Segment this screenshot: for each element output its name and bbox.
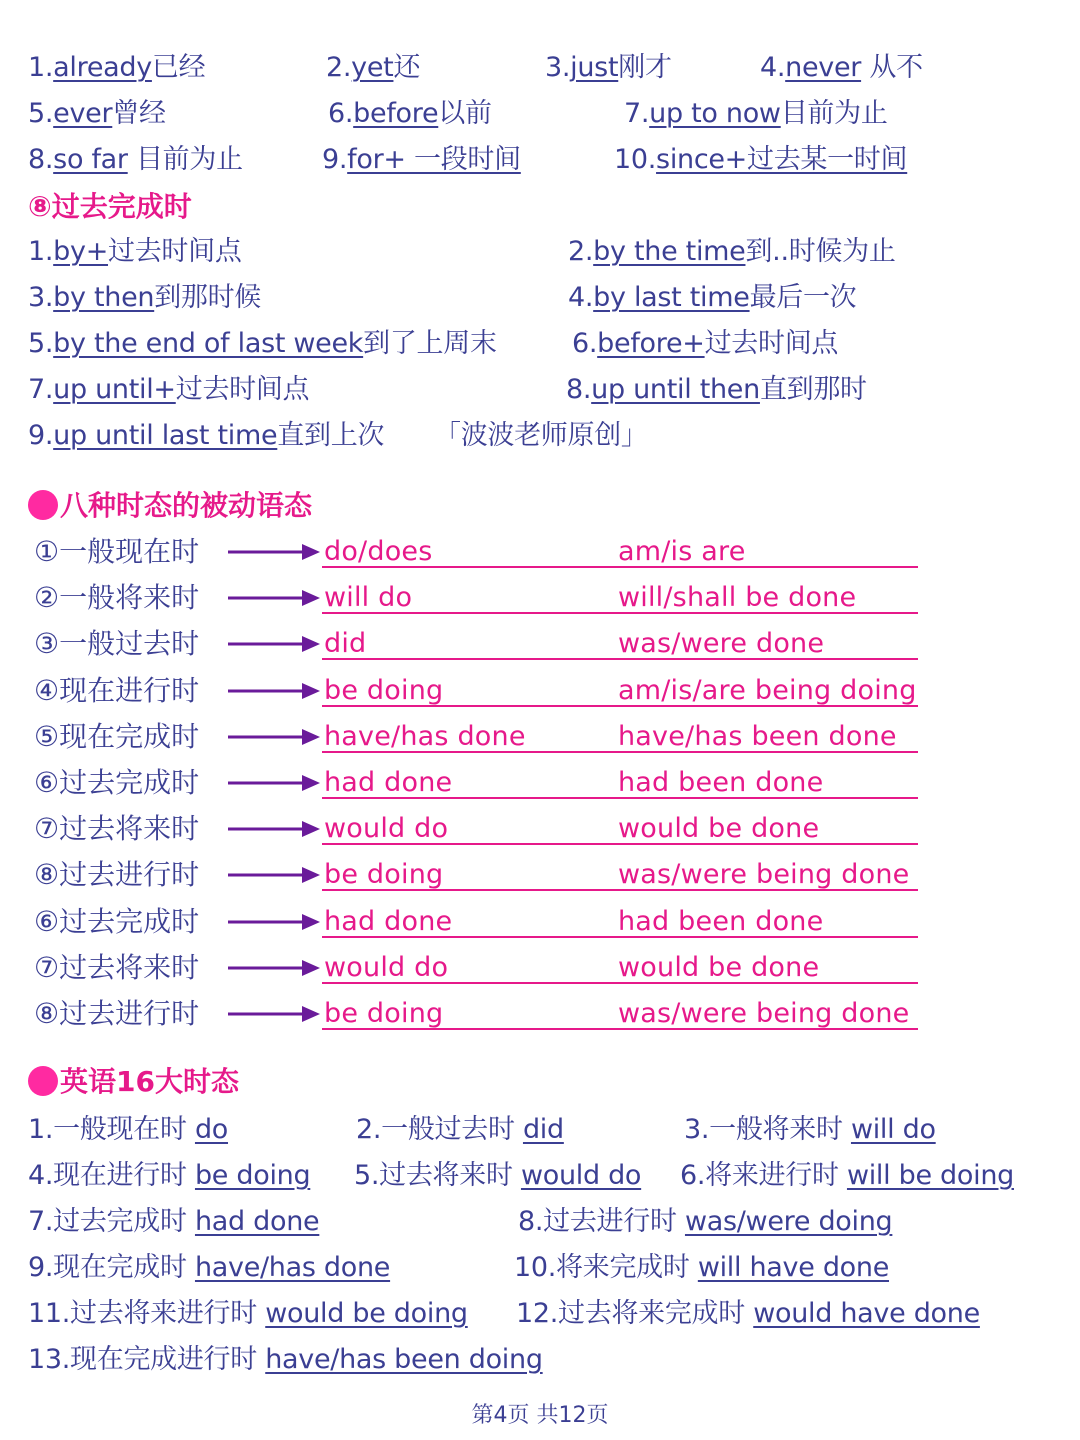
passive-form: was/were being done	[618, 859, 910, 891]
tense-form: have/has been doing	[265, 1344, 543, 1375]
tense-label: ⑥过去完成时	[34, 904, 200, 938]
tense-name: 1.一般现在时	[28, 1114, 195, 1145]
tense-row	[0, 1110, 1080, 1150]
tense-name: 9.现在完成时	[28, 1252, 195, 1283]
passive-row	[0, 532, 1080, 572]
active-form: be doing	[324, 998, 444, 1029]
word-item	[760, 48, 923, 88]
item-number: 5.	[28, 328, 54, 359]
item-number: 4.	[568, 282, 594, 313]
tense-item	[28, 1202, 319, 1242]
item-meaning: 直到上次	[277, 420, 385, 451]
word-item	[545, 48, 672, 88]
tense-name: 4.现在进行时	[28, 1160, 195, 1191]
tenses16-heading-text: 英语16大时态	[60, 1065, 239, 1098]
item-number: 7.	[28, 374, 54, 405]
tense-form: will be doing	[846, 1160, 1014, 1191]
item-meaning: 直到那时	[759, 374, 867, 405]
active-form: do/does	[324, 536, 433, 567]
tense-row	[0, 1156, 1080, 1196]
item-number: 5.	[28, 98, 54, 129]
arrow-right-icon	[228, 774, 320, 792]
tense-form: would have done	[753, 1298, 980, 1329]
item-term: so far	[53, 144, 128, 175]
item-number: 1.	[28, 52, 54, 83]
active-form: did	[324, 628, 367, 660]
word-row	[0, 48, 1080, 88]
item-term: before+	[597, 328, 705, 359]
arrow-right-icon	[228, 728, 320, 746]
word-item	[28, 94, 166, 134]
item-number: 8.	[28, 144, 54, 175]
item-meaning: 以前	[438, 98, 492, 129]
item-term: up to now	[649, 98, 781, 129]
tense-row	[0, 1248, 1080, 1288]
passive-form: was/were being done	[618, 998, 910, 1029]
tense-label: ⑦过去将来时	[34, 950, 200, 984]
item-term: up until then	[591, 374, 760, 405]
tense-item	[518, 1202, 892, 1242]
tense-name: 12.过去将来完成时	[516, 1298, 754, 1329]
tense-label: ⑦过去将来时	[34, 812, 200, 846]
pp-row	[0, 278, 1080, 318]
pp-item	[28, 324, 497, 364]
item-meaning: 曾经	[112, 98, 166, 129]
item-meaning: 已经	[151, 52, 206, 83]
tense-form: have/has done	[194, 1252, 391, 1283]
item-meaning: 目前为止	[127, 144, 243, 175]
pp-row	[0, 370, 1080, 410]
word-item	[328, 94, 492, 134]
active-form: will do	[324, 582, 413, 614]
tense-row	[0, 1340, 1080, 1380]
item-meaning: 到..时候为止	[745, 236, 896, 267]
tense-form: had done	[194, 1206, 320, 1237]
tense-item	[356, 1110, 564, 1150]
passive-row	[0, 717, 1080, 757]
tense-label: ②一般将来时	[34, 581, 200, 615]
active-form: had done	[324, 767, 453, 798]
tense-label: ③一般过去时	[34, 627, 200, 661]
item-meaning: 过去时间点	[704, 328, 839, 359]
passive-form: am/is are	[618, 536, 746, 567]
pp-item	[568, 278, 856, 318]
passive-heading	[28, 486, 312, 526]
item-meaning: 过去时间点	[175, 374, 310, 405]
arrow-right-icon	[228, 1005, 320, 1023]
tense-label: ①一般现在时	[34, 535, 200, 568]
passive-row	[0, 578, 1080, 618]
word-item	[614, 140, 907, 180]
item-term: before	[353, 98, 439, 129]
arrow-right-icon	[228, 913, 320, 931]
tense-label: ⑧过去进行时	[34, 997, 200, 1030]
item-number: 1.	[28, 236, 54, 267]
passive-row	[0, 624, 1080, 664]
item-number: 7.	[624, 98, 650, 129]
tense-form: would do	[520, 1160, 642, 1191]
passive-row	[0, 763, 1080, 803]
item-number: 6.	[328, 98, 354, 129]
tense-form: be doing	[194, 1160, 311, 1191]
tense-form: will have done	[697, 1252, 890, 1283]
arrow-right-icon	[228, 543, 320, 561]
tense-label: ④现在进行时	[34, 673, 200, 707]
pp-item	[28, 370, 309, 410]
active-form: be doing	[324, 674, 444, 706]
item-term: by+	[53, 236, 109, 267]
item-number: 3.	[545, 52, 571, 83]
item-term: since+过去某一时间	[656, 144, 908, 175]
tense-row	[0, 1202, 1080, 1242]
bullet-dot-icon	[28, 1066, 58, 1096]
pp-item	[566, 370, 867, 410]
past-perfect-heading: ⑧过去完成时	[28, 190, 192, 223]
item-term: by the end of last week	[53, 328, 364, 359]
item-term: yet	[351, 52, 394, 83]
tense-name: 8.过去进行时	[518, 1206, 685, 1237]
arrow-right-icon	[228, 866, 320, 884]
item-number: 6.	[572, 328, 598, 359]
item-number: 10.	[614, 144, 657, 175]
passive-row	[0, 994, 1080, 1034]
pp-row	[0, 232, 1080, 272]
passive-form: was/were done	[618, 628, 825, 660]
item-term: by last time	[593, 282, 750, 313]
arrow-right-icon	[228, 820, 320, 838]
tense-form: did	[522, 1114, 564, 1145]
tense-form: will do	[850, 1114, 936, 1145]
tense-name: 7.过去完成时	[28, 1206, 195, 1237]
tense-name: 6.将来进行时	[680, 1160, 847, 1191]
item-number: 8.	[566, 374, 592, 405]
tense-form: do	[194, 1114, 229, 1145]
item-term: already	[53, 52, 152, 83]
active-form: had done	[324, 905, 453, 937]
tense-name: 3.一般将来时	[684, 1114, 851, 1145]
tense-item	[28, 1294, 468, 1334]
passive-form: am/is/are being doing	[618, 674, 917, 706]
word-item	[326, 48, 420, 88]
item-meaning: 过去时间点	[108, 236, 242, 267]
tense-label: ⑤现在完成时	[34, 719, 200, 753]
item-meaning: 最后一次	[749, 282, 857, 313]
active-form: have/has done	[324, 720, 526, 752]
tense-item	[680, 1156, 1014, 1196]
item-meaning: 刚才	[618, 52, 672, 83]
tense-row	[0, 1294, 1080, 1334]
tense-name: 5.过去将来时	[354, 1160, 521, 1191]
item-number: 2.	[326, 52, 352, 83]
item-number: 4.	[760, 52, 786, 83]
item-meaning: 到了上周末	[363, 328, 497, 359]
passive-row	[0, 809, 1080, 849]
passive-row	[0, 902, 1080, 942]
word-item	[28, 48, 205, 88]
arrow-right-icon	[228, 589, 320, 607]
item-number: 9.	[28, 420, 54, 451]
tense-name: 13.现在完成进行时	[28, 1344, 266, 1375]
passive-form: would be done	[618, 813, 820, 845]
item-meaning: 目前为止	[780, 98, 888, 129]
passive-form: would be done	[618, 951, 820, 983]
tense-item	[28, 1340, 543, 1380]
item-number: 3.	[28, 282, 54, 313]
passive-form: have/has been done	[618, 720, 897, 752]
item-term: by the time	[593, 236, 746, 267]
item-term: never	[785, 52, 862, 83]
pp-item	[572, 324, 838, 364]
passive-form: had been done	[618, 905, 824, 937]
pp-row	[0, 416, 1080, 456]
word-row	[0, 140, 1080, 180]
word-item	[28, 140, 243, 180]
arrow-right-icon	[228, 635, 320, 653]
passive-form: will/shall be done	[618, 582, 857, 614]
word-row	[0, 94, 1080, 134]
item-number: 9.	[322, 144, 348, 175]
passive-form: had been done	[618, 767, 824, 798]
tense-item	[28, 1156, 310, 1196]
active-form: would do	[324, 813, 449, 845]
item-meaning: 还	[393, 52, 421, 83]
active-form: be doing	[324, 859, 444, 891]
tense-name: 2.一般过去时	[356, 1114, 523, 1145]
bullet-dot-icon	[28, 490, 58, 520]
page-footer: 第4页 共12页	[471, 1403, 609, 1428]
item-meaning: 从不	[861, 52, 923, 83]
tenses16-heading	[28, 1062, 239, 1102]
item-number: 2.	[568, 236, 594, 267]
tense-form: was/were doing	[684, 1206, 893, 1237]
item-term: for+ 一段时间	[347, 144, 521, 175]
tense-item	[28, 1248, 390, 1288]
tense-name: 11.过去将来进行时	[28, 1298, 266, 1329]
tense-item	[354, 1156, 641, 1196]
tense-label: ⑥过去完成时	[34, 766, 200, 799]
item-term: ever	[53, 98, 113, 129]
pp-row	[0, 324, 1080, 364]
word-item	[624, 94, 888, 134]
tense-item	[28, 1110, 228, 1150]
tense-label: ⑧过去进行时	[34, 858, 200, 892]
passive-row	[0, 671, 1080, 711]
tense-item	[514, 1248, 889, 1288]
active-form: would do	[324, 951, 449, 983]
tense-item	[684, 1110, 936, 1150]
pp-item	[28, 416, 384, 456]
item-term: up until+	[53, 374, 176, 405]
word-item	[322, 140, 521, 180]
arrow-right-icon	[228, 959, 320, 977]
credit-note: 「波波老师原创」	[434, 420, 648, 451]
item-meaning: 到那时候	[154, 282, 262, 313]
arrow-right-icon	[228, 682, 320, 700]
tense-form: would be doing	[265, 1298, 468, 1329]
pp-item	[568, 232, 896, 272]
pp-item	[28, 278, 261, 318]
passive-row	[0, 855, 1080, 895]
tense-item	[516, 1294, 980, 1334]
item-term: just	[570, 52, 619, 83]
passive-heading-text: 八种时态的被动语态	[60, 489, 313, 522]
pp-item	[28, 232, 242, 272]
item-term: up until last time	[53, 420, 278, 451]
passive-row	[0, 948, 1080, 988]
tense-name: 10.将来完成时	[514, 1252, 698, 1283]
item-term: by then	[53, 282, 155, 313]
